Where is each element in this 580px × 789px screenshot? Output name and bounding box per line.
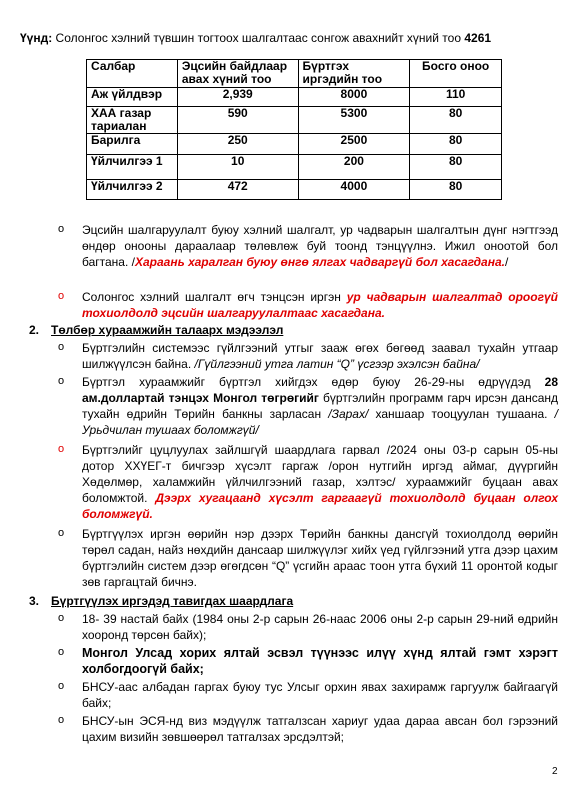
table-header: Бүртгэх иргэдийн тоо [298,60,410,88]
list-item [58,526,558,590]
table-cell: 4000 [298,180,410,200]
intro-count: 4261 [464,31,492,45]
table-cell: 2,939 [177,88,298,107]
item-note-text: /Гүйлгээний утга латин “Q” үсгээр эхэлсэн байна/ [194,357,480,371]
item-text: Солонгос хэлний шалгалт өгч тэнцсэн иргэн [82,290,347,304]
item-bold-text: 28 ам.доллартай тэнцэх Монгол төгрөгийг [82,375,558,405]
page-number: 2 [552,766,558,777]
table-row [87,88,502,107]
hollow-bullet-icon: o [58,680,65,692]
hollow-bullet-icon: o [58,714,65,726]
table-cell: 5300 [298,107,410,134]
item-warning-text: ур чадварын шалгалтад ороогүй тохиолдолд эцсийн шалгаруулалтаас хасагдана. [82,290,558,320]
item-text: 18- 39 настай байх (1984 оны 2-р сарын 26-наас 2006 оны 2-р сарын 29-ний өдрийн хооронд төрсөн байх); [82,612,558,642]
item-text: Бүртгэл хураамжийг бүртгэл хийгдэх өдөр буюу 26-29-ны өдрүүдэд [82,375,545,389]
intro-label: Үүнд: [20,31,53,45]
table-row [87,180,502,200]
item-note-text: /Урьдчилан тушаах боломжгүй/ [82,407,558,437]
table-cell: 2500 [298,134,410,155]
item-text: Бүртгэлийн системээс гүйлгээний утгыг зааж өгөх бөгөөд заавал тухайн утгаар шилжүүлсэн байна. [82,341,558,371]
list-item [58,611,558,643]
table-cell: 110 [410,88,502,107]
item-bold-text: Монгол Улсад хорих ялтай эсвэл түүнээс илүү хүнд ялтай гэмт хэрэгт холбогдоогүй байх; [82,646,558,676]
table-cell: 80 [410,180,502,200]
table-header: Салбар [87,60,178,88]
table-cell: Үйлчилгээ 2 [87,180,178,200]
hollow-bullet-icon: o [58,646,65,658]
hollow-bullet-icon: o [58,341,65,353]
item-warning-text: Хараань харалган буюу өнгө ялгах чадваргүй бол хасагдана. [135,255,505,269]
list-item [58,222,558,270]
table-cell: 80 [410,134,502,155]
table-header: Эцсийн байдлаар авах хүний тоо [177,60,298,88]
list-item [58,442,558,522]
table-cell: 80 [410,107,502,134]
table-cell: 590 [177,107,298,134]
item-text: / [504,255,509,269]
item-text: Эцсийн шалгаруулалт буюу хэлний шалгалт, ур чадварын шалгалтын дүнг нэгтгээд өндөр онооны дараалаар төлөвлөж буй тоонд тэнцүүлнэ. Ижил оноотой бол багтана. / [82,223,558,269]
hollow-bullet-icon: o [58,612,65,624]
table-cell: ХАА газар тариалан [87,107,178,134]
item-text: Бүртгүүлэх иргэн өөрийн нэр дээрх Төрийн банкны дансгүй тохиолдолд өөрийн төрөл садан, найз нөхдийн дансаар шилжүүлэг хийх үед гүйлгээний утга дээр цахим бүртгэлийн систем дээр өгөгдсөн “Q” үсгийн араас тоон утга бүхий 11 оронтой кодыг зөв гаргацтай бичнэ. [82,527,558,589]
hollow-bullet-icon: o [58,443,65,455]
hollow-bullet-icon: o [58,375,65,387]
item-warning-text: Дээрх хугацаанд хүсэлт гаргаагүй тохиолдолд буцаан олгох боломжгүй. [82,491,559,521]
item-text: бүртгэлийн программ гарч ирсэн дансанд тухайн өдрийн Төрийн банкны зарласан [82,391,558,421]
item-text: БНСУ-аас албадан гаргах буюу тус Улсыг орхин явах захирамж гаргуулж байгаагүй байх; [82,680,558,710]
intro-line [20,31,491,45]
list-item [58,289,558,321]
table-cell: Барилга [87,134,178,155]
table-cell: Үйлчилгээ 1 [87,155,178,180]
hollow-bullet-icon: o [58,223,65,235]
list-item [58,645,558,677]
section-title: Бүртгүүлэх иргэдэд тавигдах шаардлага [51,594,294,608]
table-cell: 80 [410,155,502,180]
table-row [87,134,502,155]
hollow-bullet-icon: o [58,527,65,539]
table-cell: 10 [177,155,298,180]
table-cell: 472 [177,180,298,200]
table-row [87,107,502,134]
quota-table [86,59,502,200]
list-item [58,679,558,711]
item-note-text: /Зарах/ [328,407,369,421]
table-row [87,155,502,180]
list-item [58,340,558,372]
table-cell: 8000 [298,88,410,107]
table-cell: Аж үйлдвэр [87,88,178,107]
table-cell: 250 [177,134,298,155]
section-title: Төлбөр хураамжийн талаарх мэдээлэл [51,323,284,337]
section-heading-2 [29,323,283,337]
item-text: Бүртгэлийг цуцлуулах зайлшгүй шаардлага гарвал /2024 оны 03-р сарын 05-ны дотор ХХҮЕГ-т бичгээр хүсэлт гаргаж /орон нутгийн иргэд аймаг, дүүргийн Хөдөлмөр, халамжийн үйлчилгээний газар, хэлтэс/ хураамжийг буцаан авах боломжтой. [82,443,558,505]
table-cell: 200 [298,155,410,180]
table-header-row [87,60,502,88]
section-heading-3 [29,594,293,608]
intro-text: Солонгос хэлний түвшин тогтоох шалгалтаас сонгож авахнийт хүний тоо [52,31,465,45]
section-number: 3. [29,594,40,608]
section-number: 2. [29,323,40,337]
table-header: Босго оноо [410,60,502,88]
list-item [58,713,558,745]
list-item [58,374,558,438]
item-text: ханшаар тооцуулан тушаана. [368,407,555,421]
item-text: БНСУ-ын ЭСЯ-нд виз мэдүүлж татгалзсан хариуг удаа дараа авсан бол гэрээний цахим визийн зөвшөөрөл татгалзах эрсдэлтэй; [82,714,558,744]
hollow-bullet-icon: o [58,290,65,302]
